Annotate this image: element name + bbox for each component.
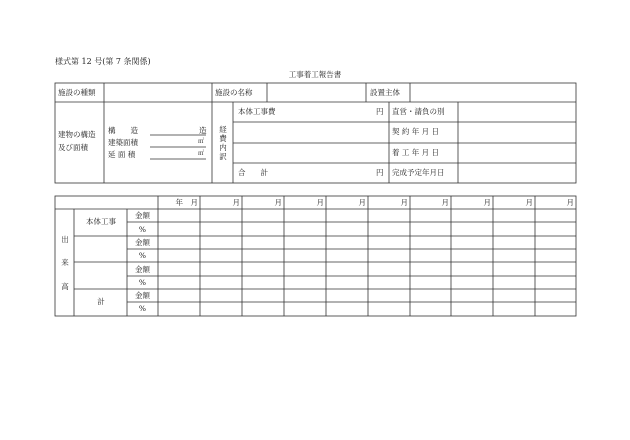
row-label-percent: % [138, 225, 147, 234]
progress-label-char: 来 [61, 258, 69, 267]
group-label-total: 計 [97, 297, 105, 306]
row-label-percent: % [138, 304, 147, 313]
structure-label-line1: 建物の構造 [58, 130, 96, 139]
total-label: 合 計 [238, 168, 268, 177]
sqm-unit: ㎡ [198, 138, 205, 145]
main-cost-label: 本体工事費 [238, 107, 276, 116]
sqm-unit: ㎡ [198, 150, 205, 157]
progress-label-char: 高 [61, 282, 69, 291]
owner-label: 設置主体 [370, 88, 400, 97]
floor-area-label: 延 面 積 [108, 150, 136, 159]
group-label-main-work: 本体工事 [86, 217, 116, 226]
yen-unit: 円 [376, 168, 384, 177]
row-label-amount: 金額 [135, 265, 150, 274]
month-header: 月 [400, 198, 408, 207]
month-header: 月 [274, 198, 282, 207]
month-header: 月 [358, 198, 366, 207]
row-label-percent: % [138, 251, 147, 260]
build-area-label: 建築面積 [108, 138, 138, 147]
progress-label-char: 出 [61, 235, 69, 244]
completion-date-label: 完成予定年月日 [392, 168, 445, 177]
month-header: 月 [232, 198, 240, 207]
row-label-amount: 金額 [135, 211, 150, 220]
form-title: 工事着工報告書 [288, 70, 342, 79]
form-number: 様式第 12 号(第 7 条関係) [55, 57, 151, 66]
month-header: 年 月 [175, 198, 198, 207]
expense-breakdown-label: 経費内訳 [219, 125, 227, 161]
start-date-label: 着 工 年 月 日 [392, 148, 440, 157]
month-header: 月 [316, 198, 324, 207]
month-header: 月 [525, 198, 533, 207]
direct-contract-label: 直営・請負の別 [392, 107, 445, 116]
row-label-percent: % [138, 278, 147, 287]
facility-name-label: 施設の名称 [215, 88, 253, 97]
structure-label-line2: 及び面積 [58, 143, 88, 152]
kozo-unit: 造 [199, 126, 207, 135]
kozo-label: 構 造 [108, 126, 138, 135]
row-label-amount: 金額 [135, 238, 150, 247]
month-header: 月 [483, 198, 491, 207]
facility-type-label: 施設の種類 [58, 88, 96, 97]
row-label-amount: 金額 [135, 291, 150, 300]
month-header: 月 [566, 198, 574, 207]
yen-unit: 円 [376, 107, 384, 116]
month-header: 月 [441, 198, 449, 207]
contract-date-label: 契 約 年 月 日 [392, 127, 440, 136]
